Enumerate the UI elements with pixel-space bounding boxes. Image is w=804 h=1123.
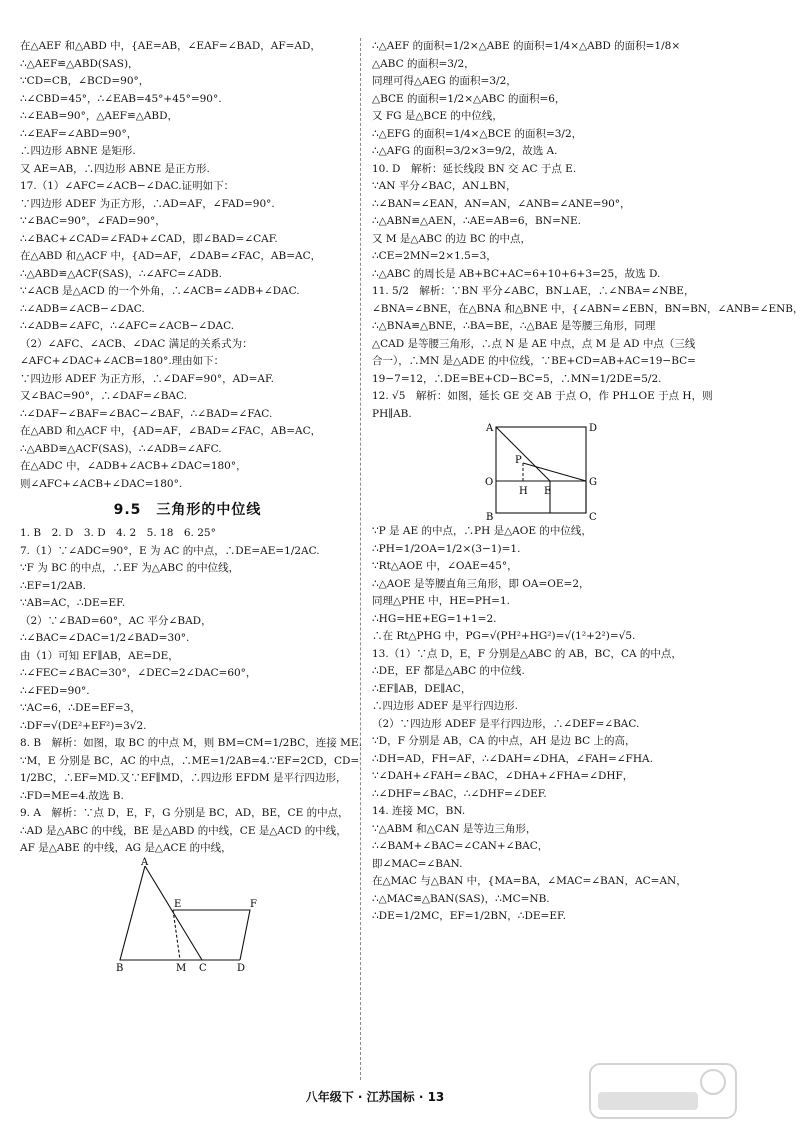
answer-line: ∵M，E 分别是 BC，AC 的中点，∴ME=1/2AB=4.∵EF=2CD，CD= <box>20 754 360 767</box>
answer-line: ∴EF=1/2AB. <box>20 579 86 592</box>
answer-line: ∵CD=CB，∠BCD=90°， <box>20 75 150 87</box>
answer-line: 12. √5 解析：如图，延长 GE 交 AB 于点 O，作 PH⊥OE 于点 H，则 <box>372 390 713 402</box>
answer-line: 8. B 解析：如图，取 BC 的中点 M，则 BM=CM=1/2BC，连接 ME. <box>20 737 362 749</box>
answer-line: （2）∠AFC、∠ACB、∠DAC 满足的关系式为： <box>20 337 253 350</box>
answer-line: ∴∠DHF=∠BAC，∴∠DHF=∠DEF. <box>372 787 547 800</box>
answer-line: ∴AD 是△ABC 的中线，BE 是△ABD 的中线，CE 是△ACD 的中线， <box>20 824 347 837</box>
answer-line: ∴∠BAC=∠DAC=1/2∠BAD=30°. <box>20 632 190 644</box>
answer-line: ∴△ABC 的周长是 AB+BC+AC=6+10+6+3=25，故选 D. <box>372 267 661 280</box>
answer-line: ∴四边形 ADEF 是平行四边形. <box>372 700 518 712</box>
answer-line: ∴四边形 ABNE 是矩形. <box>20 145 136 157</box>
answer-line: ∵F 为 BC 的中点，∴EF 为△ABC 的中位线， <box>20 562 240 574</box>
fig8-label-D: D <box>237 962 246 974</box>
fig12-label-G: G <box>589 477 597 488</box>
answer-line: ∠BNA=∠BNE，在△BNA 和△BNE 中，{∠ABN=∠EBN，BN=BN，∠ANB=∠ENB， <box>372 302 804 315</box>
answer-line: ∴△ABD≌△ACF(SAS)，∴∠ADB=∠AFC. <box>20 442 222 455</box>
fig12-label-B: B <box>486 512 494 523</box>
page-footer: 八年级下 · 江苏国标 · 13 <box>305 1090 445 1104</box>
answer-line: ∴∠FEC=∠BAC=30°，∠DEC=2∠DAC=60°， <box>20 667 257 679</box>
answer-line: 则∠AFC+∠ACB+∠DAC=180°. <box>20 477 183 490</box>
figure-12 <box>482 423 612 523</box>
answer-line: 9. A 解析：∵点 D，E，F，G 分别是 BC，AD，BE，CE 的中点， <box>20 807 349 819</box>
answer-line: ∵四边形 ADEF 为正方形，∴AD=AF，∠FAD=90°. <box>20 197 275 210</box>
fig8-label-C: C <box>199 962 207 974</box>
answer-line: △CAD 是等腰三角形，∴点 N 是 AE 中点，点 M 是 AD 中点（三线 <box>372 337 696 350</box>
answer-line: ∴△ABD≌△ACF(SAS)，∴∠AFC=∠ADB. <box>20 267 222 280</box>
answer-line: ∵P 是 AE 的中点，∴PH 是△AOE 的中位线， <box>372 525 592 537</box>
answer-line: 即∠MAC=∠BAN. <box>372 857 463 870</box>
answer-line: 同理可得△AEG 的面积=3/2， <box>372 75 517 87</box>
answer-line: ∴∠ADB=∠AFC，∴∠AFC=∠ACB−∠DAC. <box>20 320 235 332</box>
answer-line: 13.（1）∵点 D，E，F 分别是△ABC 的 AB，BC，CA 的中点， <box>372 647 682 660</box>
fig12-label-A: A <box>486 423 494 434</box>
answer-line: ∴FD=ME=4.故选 B. <box>20 789 124 802</box>
answer-line: ∵∠DAH+∠FAH=∠BAC，∠DHA+∠FHA=∠DHF， <box>372 770 634 782</box>
answer-line: 17.（1）∠AFC=∠ACB−∠DAC.证明如下： <box>20 180 235 192</box>
answer-line: ∴∠CBD=45°，∴∠EAB=45°+45°=90°. <box>20 92 222 105</box>
fig8-label-M: M <box>176 962 187 974</box>
fig8-label-F: F <box>250 898 257 910</box>
answer-line: ∴△ABN≌△AEN，∴AE=AB=6，BN=NE. <box>372 215 581 227</box>
answer-line: 在△AEF 和△ABD 中，{AE=AB，∠EAF=∠BAD，AF=AD， <box>20 40 321 52</box>
answer-line: ∴∠DAF−∠BAF=∠BAC−∠BAF，∴∠BAD=∠FAC. <box>20 407 273 420</box>
answer-line: 又∠BAC=90°，∴∠DAF=∠BAC. <box>20 390 188 402</box>
answer-line: （2）∵四边形 ADEF 是平行四边形，∴∠DEF=∠BAC. <box>372 717 640 730</box>
answer-line: ∴DH=AD，FH=AF，∴∠DAH=∠DHA，∠FAH=∠FHA. <box>372 752 653 765</box>
answer-line: PH∥AB. <box>372 407 412 420</box>
answer-line: ∴HG=HE+EG=1+1=2. <box>372 612 497 625</box>
answer-line: ∴∠EAF=∠ABD=90°， <box>20 127 138 140</box>
answer-line: ∵△ABM 和△CAN 是等边三角形， <box>372 822 537 835</box>
answer-line: ∵D，F 分别是 AB，CA 的中点，AH 是边 BC 上的高， <box>372 735 636 747</box>
fig12-label-C: C <box>589 512 597 523</box>
answer-line: 又 AE=AB，∴四边形 ABNE 是正方形. <box>20 162 210 175</box>
left-column <box>20 38 362 974</box>
right-column <box>372 38 804 926</box>
answer-line: ∵Rt△AOE 中，∠OAE=45°， <box>372 560 518 572</box>
answer-line: ∴∠BAN=∠EAN，AN=AN，∠ANB=∠ANE=90°， <box>372 197 631 210</box>
answer-line: ∵AB=AC，∴DE=EF. <box>20 597 126 609</box>
answer-line: ∴在 Rt△PHG 中，PG=√(PH²+HG²)=√(1²+2²)=√5. <box>372 630 636 642</box>
answer-line: 19−7=12，∴DE=BE+CD−BC=5，∴MN=1/2DE=5/2. <box>372 372 662 385</box>
answer-line: ∴△AFG 的面积=3/2×3=9/2，故选 A. <box>372 145 558 157</box>
answer-line: 在△MAC 与△BAN 中，{MA=BA，∠MAC=∠BAN，AC=AN， <box>372 875 687 887</box>
answer-line: AF 是△ABE 的中线，AG 是△ACE 的中线， <box>20 842 232 854</box>
answer-line: 14. 连接 MC，BN. <box>372 805 466 817</box>
answer-line: ∵∠BAC=90°，∠FAD=90°， <box>20 215 166 227</box>
section-title: 9.5 三角形的中位线 <box>113 502 262 518</box>
answer-line: 1/2BC，∴EF=MD.又∵EF∥MD，∴四边形 EFDM 是平行四边形， <box>20 772 347 784</box>
answer-line: ∴EF∥AB，DE∥AC， <box>372 682 472 695</box>
answer-line: 又 FG 是△BCE 的中位线， <box>372 110 503 122</box>
fig12-label-P: P <box>515 455 522 466</box>
answer-line: ∴DE=1/2MC，EF=1/2BN，∴DE=EF. <box>372 910 567 922</box>
answer-line: 11. 5/2 解析：∵BN 平分∠ABC，BN⊥AE，∴∠NBA=∠NBE， <box>372 285 695 297</box>
column-divider <box>360 38 361 1080</box>
fig8-label-A: A <box>141 856 149 868</box>
answer-line: ∴DE，EF 都是△ABC 的中位线. <box>372 665 525 677</box>
answer-line: ∴CE=2MN=2×1.5=3， <box>372 250 497 262</box>
fig12-label-O: O <box>485 477 494 488</box>
answer-line: ∴△EFG 的面积=1/4×△BCE 的面积=3/2， <box>372 127 583 140</box>
answer-line: ∴PH=1/2OA=1/2×(3−1)=1. <box>372 542 521 555</box>
answer-line: 7.（1）∵∠ADC=90°，E 为 AC 的中点，∴DE=AE=1/2AC. <box>20 544 320 557</box>
answer-line: △BCE 的面积=1/2×△ABC 的面积=6， <box>372 92 566 105</box>
answer-line: ∴∠ADB=∠ACB−∠DAC. <box>20 302 145 315</box>
watermark-logo <box>588 1062 738 1120</box>
figure-8 <box>100 856 270 974</box>
answer-line: ∴△MAC≌△BAN(SAS)，∴MC=NB. <box>372 892 550 905</box>
answer-line: （2）∵∠BAD=60°，AC 平分∠BAD， <box>20 614 212 627</box>
fig12-label-D: D <box>589 423 598 434</box>
answer-line: ∴△AEF 的面积=1/2×△ABE 的面积=1/4×△ABD 的面积=1/8× <box>372 40 681 52</box>
fig8-label-E: E <box>174 898 182 910</box>
answer-line: ∴∠BAM+∠BAC=∠CAN+∠BAC， <box>372 840 549 852</box>
answer-line: ∴∠BAC+∠CAD=∠FAD+∠CAD，即∠BAD=∠CAF. <box>20 232 278 245</box>
answer-line: ∴△AOE 是等腰直角三角形，即 OA=OE=2， <box>372 577 590 590</box>
answer-line: ∴∠EAB=90°，△AEF≌△ABD， <box>20 110 179 122</box>
fig8-label-B: B <box>116 962 124 974</box>
answer-line: △ABC 的面积=3/2， <box>372 57 475 70</box>
answer-line: ∴DF=√(DE²+EF²)=3√2. <box>20 719 147 732</box>
answer-line: ∵AC=6，∴DE=EF=3， <box>20 702 141 714</box>
answer-line: ∠AFC+∠DAC+∠ACB=180°.理由如下： <box>20 355 225 367</box>
answer-line: 又 M 是△ABC 的边 BC 的中点， <box>372 232 531 245</box>
fig12-label-E: E <box>544 486 552 497</box>
answer-line: ∴△AEF≌△ABD(SAS)， <box>20 57 139 70</box>
answer-line: 在△ABD 和△ACF 中，{AD=AF，∠DAB=∠FAC，AB=AC， <box>20 250 322 262</box>
answer-line: ∵∠ACB 是△ACD 的一个外角，∴∠ACB=∠ADB+∠DAC. <box>20 285 300 297</box>
answer-line: 合一），∴MN 是△ADE 的中位线，∵BE+CD=AB+AC=19−BC= <box>372 355 696 367</box>
answer-line: 由（1）可知 EF∥AB，AE=DE， <box>20 649 179 662</box>
answer-line: 在△ADC 中，∠ADB+∠ACB+∠DAC=180°， <box>20 460 247 472</box>
answer-line: ∴∠FED=90°. <box>20 684 90 697</box>
answer-line: 10. D 解析：延长线段 BN 交 AC 于点 E. <box>372 162 577 175</box>
answer-line: ∵AN 平分∠BAC，AN⊥BN， <box>372 180 517 192</box>
answer-line: ∴△BNA≌△BNE，∴BA=BE，∴△BAE 是等腰三角形，同理 <box>372 320 656 332</box>
answer-line: ∵四边形 ADEF 为正方形，∴∠DAF=90°，AD=AF. <box>20 372 274 385</box>
fig12-label-H: H <box>519 486 528 497</box>
answer-line: 1. B 2. D 3. D 4. 2 5. 18 6. 25° <box>20 527 216 539</box>
answer-line: 同理△PHE 中，HE=PH=1. <box>372 595 510 607</box>
answer-line: 在△ABD 和△ACF 中，{AD=AF，∠BAD=∠FAC，AB=AC， <box>20 425 322 437</box>
